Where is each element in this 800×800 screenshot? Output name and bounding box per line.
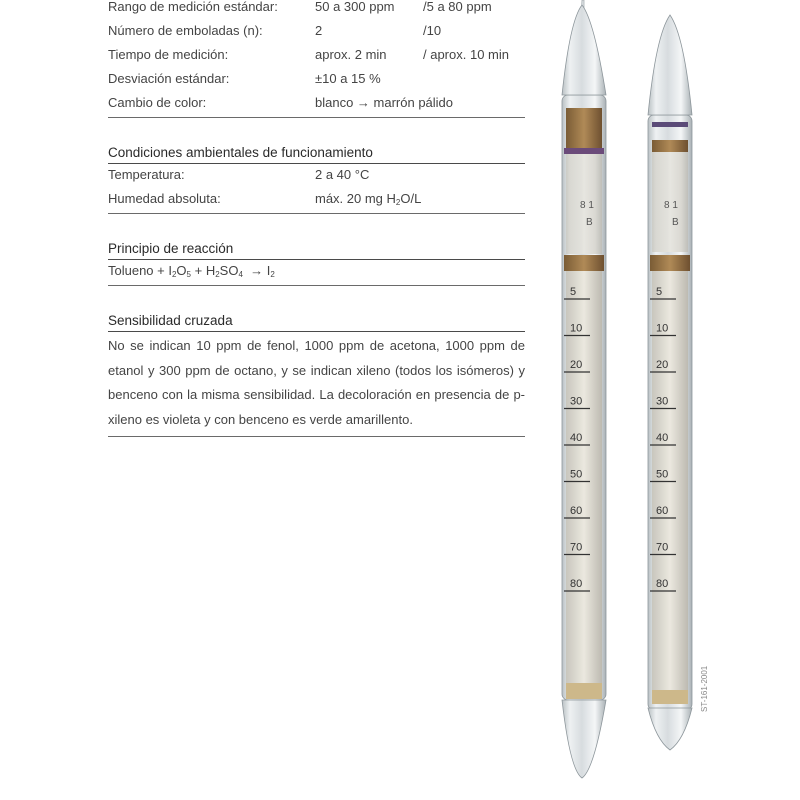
spec-row-color: Cambio de color: blanco → marrón pálido: [108, 95, 454, 110]
svg-text:8 1: 8 1: [580, 200, 594, 211]
spec-row-time: Tiempo de medición: aprox. 2 min / aprox. 10 min: [108, 47, 509, 62]
spec-row-range: Rango de medición estándar: 50 a 300 ppm /5 a 80 ppm: [108, 0, 492, 14]
divider: [108, 259, 525, 260]
scale-label: 30: [570, 395, 583, 408]
spec-row-deviation: Desviación estándar: ±10 a 15 %: [108, 71, 381, 86]
scale-label: 70: [656, 541, 669, 554]
scale-label: 50: [656, 468, 669, 481]
scale-label: 40: [570, 432, 583, 444]
scale-label: 20: [570, 359, 583, 371]
scale-label: 70: [570, 541, 583, 554]
scale-label: 10: [656, 322, 669, 335]
svg-text:B: B: [586, 217, 593, 228]
cross-title: Sensibilidad cruzada: [108, 313, 233, 328]
svg-text:B: B: [672, 217, 679, 228]
divider: [108, 436, 525, 437]
spec-row-strokes: Número de emboladas (n): 2 /10: [108, 23, 442, 38]
scale-label: 20: [656, 359, 669, 371]
divider: [108, 163, 525, 164]
svg-text:8 1: 8 1: [664, 200, 678, 211]
scale-label: 60: [570, 505, 583, 517]
reaction-formula: Tolueno + $I_2O_5 + H_2SO_4 \to I_2$: [108, 263, 275, 279]
detector-tubes-image: [540, 0, 720, 800]
spec-content: [108, 0, 525, 437]
tube-left: [562, 0, 606, 778]
scale-label: 5: [570, 286, 577, 298]
scale-label: 60: [656, 505, 669, 517]
scale-label: 10: [570, 322, 583, 335]
ambient-title: Condiciones ambientales de funcionamiento: [108, 145, 373, 160]
scale-label: 30: [656, 395, 669, 408]
ambient-row-humidity: Humedad absoluta: máx. 20 mg $H_2O/L$: [108, 189, 525, 213]
ambient-row-temperature: Temperatura: 2 a 40 °C: [108, 167, 370, 182]
reaction-title: Principio de reacción: [108, 241, 234, 256]
humidity-value: máx. 20 mg $H_2O/L$: [315, 191, 422, 207]
scale-label: 5: [656, 286, 663, 298]
cross-text: No se indican 10 ppm de fenol, 1000 ppm de acetona, 1000 ppm de etanol y 300 ppm de octano, y se indican xileno (todos los isómeros) y benceno con la misma sensibilidad. La decoloración en presencia de p-xileno es violeta y con benceno es verde amarillento.: [108, 338, 525, 427]
scale-label: 40: [656, 432, 669, 444]
image-code: ST-161-2001: [700, 665, 709, 712]
scale-label: 50: [570, 468, 583, 481]
tube-right: [648, 15, 692, 750]
scale-label: 80: [570, 578, 583, 590]
spec-table: [108, 0, 525, 117]
scale-label: 80: [656, 578, 669, 590]
